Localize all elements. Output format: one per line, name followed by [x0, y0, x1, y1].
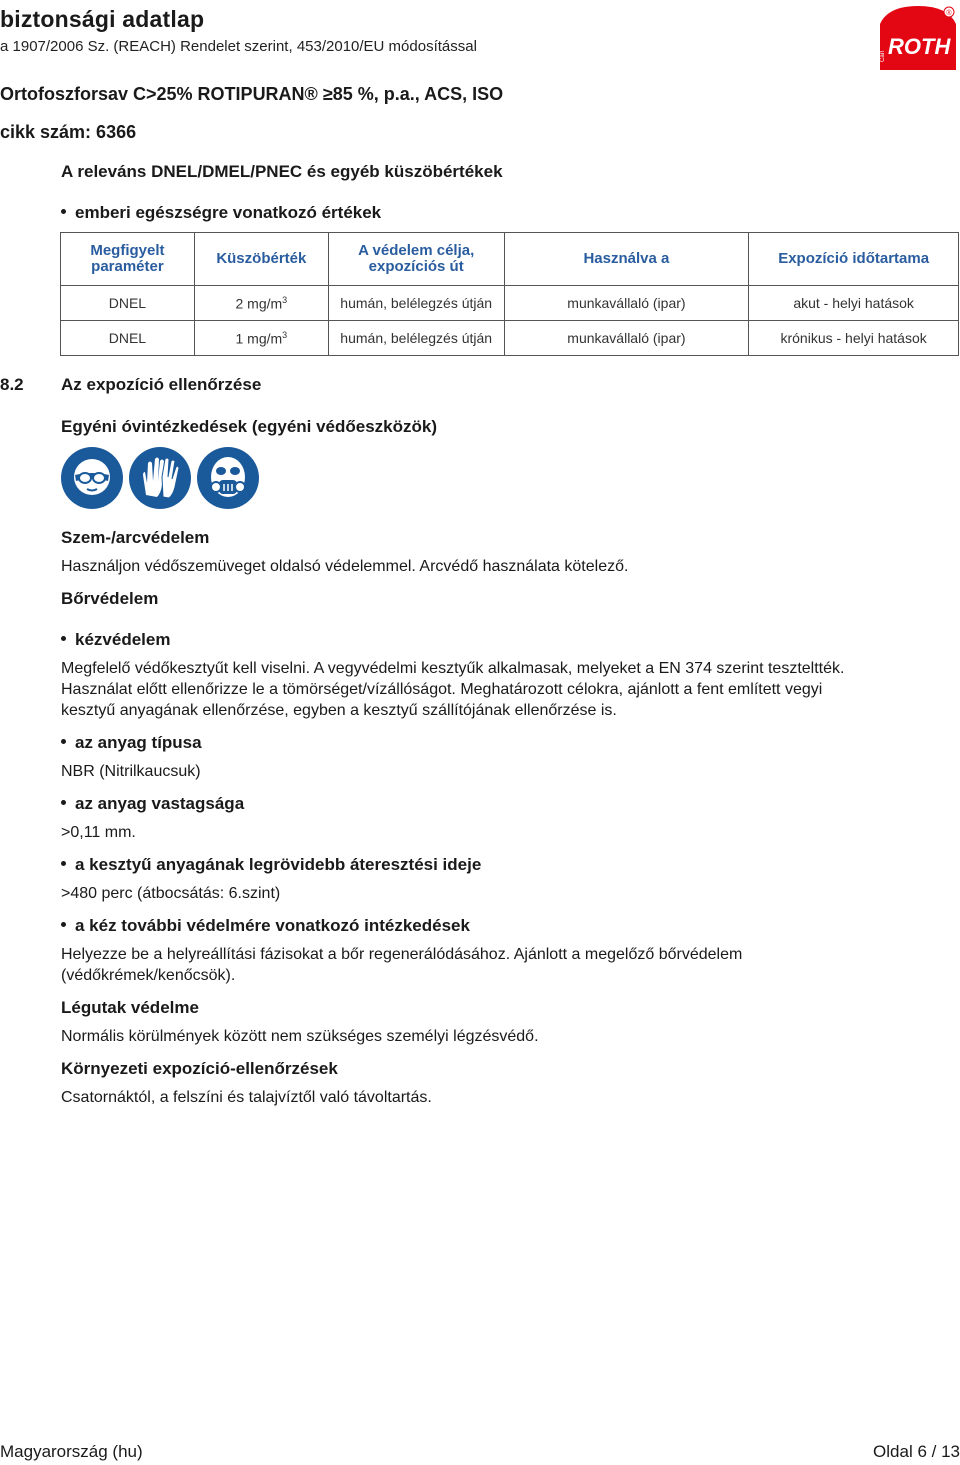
- environmental-heading: Környezeti expozíció-ellenőrzések: [61, 1059, 338, 1078]
- hand-protection-icon: [129, 447, 191, 509]
- dnel-heading: A releváns DNEL/DMEL/PNEC és egyéb küszöbértékek: [61, 162, 503, 181]
- dnel-table: [60, 232, 959, 356]
- additional-text-2: (védőkrémek/kenőcsök).: [61, 967, 236, 984]
- table-row: [61, 321, 959, 356]
- material-type-bullet: az anyag típusa: [61, 733, 202, 753]
- dnel-bullet: emberi egészségre vonatkozó értékek: [61, 203, 381, 223]
- regulation-subtitle: a 1907/2006 Sz. (REACH) Rendelet szerint, 453/2010/EU módosítással: [0, 38, 477, 55]
- section-title: Az expozíció ellenőrzése: [61, 375, 262, 394]
- roth-logo: [878, 4, 958, 72]
- product-name: Ortofoszforsav C>25% ROTIPURAN® ≥85 %, p.a., ACS, ISO: [0, 84, 504, 104]
- cell-route: humán, belélegzés útján: [328, 286, 504, 321]
- material-type-value: NBR (Nitrilkaucsuk): [61, 763, 201, 780]
- ppe-heading: Egyéni óvintézkedések (egyéni védőeszközök): [61, 417, 438, 436]
- hand-text-2: Használat előtt ellenőrizze le a tömörséget/vízállóságot. Meghatározott célokra, ajánlott a fent említett vegyi: [61, 681, 823, 698]
- thickness-value: >0,11 mm.: [61, 824, 136, 841]
- hand-protection-bullet: kézvédelem: [61, 630, 170, 650]
- logo-registered-mark: ®: [946, 9, 952, 17]
- table-header-row: [61, 233, 959, 286]
- article-number: cikk szám: 6366: [0, 122, 137, 142]
- hand-text-3: kesztyű anyagának ellenőrzése, egyben a kesztyű szállítójának ellenőrzése is.: [61, 702, 617, 719]
- cell-param: DNEL: [61, 286, 195, 321]
- eye-protection-text: Használjon védőszemüveget oldalsó védelemmel. Arcvédő használata kötelező.: [61, 558, 629, 575]
- additional-text-1: Helyezze be a helyreállítási fázisokat a bőr regenerálódásához. Ajánlott a megelőző bőrvédelem: [61, 946, 743, 963]
- skin-protection-heading: Bőrvédelem: [61, 589, 159, 608]
- respiratory-text: Normális körülmények között nem szükséges személyi légzésvédő.: [61, 1028, 539, 1045]
- footer-country: Magyarország (hu): [0, 1442, 143, 1461]
- respiratory-protection-icon: [197, 447, 259, 509]
- cell-value: 1 $mg/m^3$: [194, 321, 328, 356]
- cell-value: 2 $mg/m^3$: [194, 286, 328, 321]
- hand-text-1: Megfelelő védőkesztyűt kell viselni. A vegyvédelmi kesztyűk alkalmasak, melyeket a EN 374 szerint teszteltték.: [61, 660, 845, 677]
- eye-protection-icon: [61, 447, 123, 509]
- cell-duration: krónikus - helyi hatások: [749, 321, 959, 356]
- thickness-bullet: az anyag vastagsága: [61, 794, 244, 814]
- cell-route: humán, belélegzés útján: [328, 321, 504, 356]
- cell-used-for: munkavállaló (ipar): [504, 286, 749, 321]
- col-header-parameter: Megfigyelt paraméter: [61, 233, 195, 286]
- logo-vertical-text: Carl: [880, 50, 886, 62]
- breakthrough-bullet: a kesztyű anyagának legrövidebb áteresztési ideje: [61, 855, 481, 875]
- col-header-route: A védelem célja, expozíciós út: [328, 233, 504, 286]
- col-header-used-for: Használva a: [504, 233, 749, 286]
- eye-protection-heading: Szem-/arcvédelem: [61, 528, 210, 547]
- table-row: [61, 286, 959, 321]
- logo-text: ROTH: [888, 34, 951, 59]
- cell-param: DNEL: [61, 321, 195, 356]
- cell-used-for: munkavállaló (ipar): [504, 321, 749, 356]
- environmental-text: Csatornáktól, a felszíni és talajvíztől való távoltartás.: [61, 1089, 432, 1106]
- breakthrough-value: >480 perc (átbocsátás: 6.szint): [61, 885, 281, 902]
- section-number: 8.2: [0, 375, 24, 394]
- col-header-threshold: Küszöbérték: [194, 233, 328, 286]
- col-header-duration: Expozíció időtartama: [749, 233, 959, 286]
- footer-page-number: Oldal 6 / 13: [873, 1442, 960, 1461]
- document-title: biztonsági adatlap: [0, 6, 205, 32]
- cell-duration: akut - helyi hatások: [749, 286, 959, 321]
- additional-measures-bullet: a kéz további védelmére vonatkozó intézkedések: [61, 916, 470, 936]
- respiratory-heading: Légutak védelme: [61, 998, 199, 1017]
